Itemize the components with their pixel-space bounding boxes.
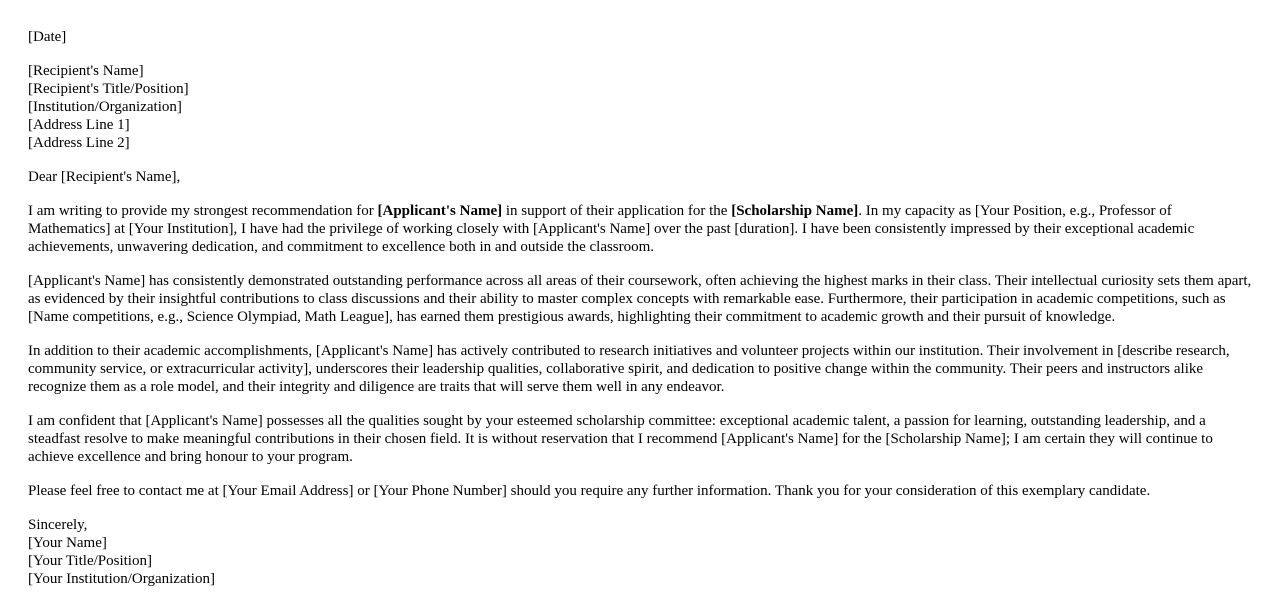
date-text: [Date]	[28, 29, 67, 45]
signer-name: [Your Name]	[28, 535, 107, 551]
paragraph-introduction	[28, 202, 1254, 256]
scholarship-name-bold: [Scholarship Name]	[731, 203, 859, 219]
paragraph-academic-performance: [Applicant's Name] has consistently demonstrated outstanding performance across all areas of their coursework, often achieving the highest marks in their class. Their intellectual curiosity sets them apart, as evidenced by their insightful contributions to class discussions and their ability to master complex concepts with remarkable ease. Furthermore, their participation in academic competitions, such as [Name competitions, e.g., Science Olympiad, Math League], has earned them prestigious awards, highlighting their commitment to academic growth and their pursuit of knowledge.	[28, 273, 1252, 325]
recipient-institution: [Institution/Organization]	[28, 99, 182, 115]
recipient-title: [Recipient's Title/Position]	[28, 81, 189, 97]
intro-text-b: in support of their application for the	[502, 203, 732, 219]
applicant-name-bold: [Applicant's Name]	[377, 203, 503, 219]
paragraph-confidence: I am confident that [Applicant's Name] possesses all the qualities sought by your esteemed scholarship committee: exceptional academic talent, a passion for learning, outstanding leadership, and a steadfast resolve to make meaningful contributions in their chosen field. It is without reservation that I recommend [Applicant's Name] for the [Scholarship Name]; I am certain they will continue to achieve excellence and bring honour to your program.	[28, 413, 1213, 465]
recipient-name: [Recipient's Name]	[28, 63, 144, 79]
intro-text-a: I am writing to provide my strongest recommendation for	[28, 203, 378, 219]
signer-title: [Your Title/Position]	[28, 553, 152, 569]
recipient-address-block	[28, 62, 1254, 152]
paragraph-contact: Please feel free to contact me at [Your Email Address] or [Your Phone Number] should you require any further information. Thank you for your consideration of this exemplary candidate.	[28, 483, 1151, 499]
recipient-address-line-1: [Address Line 1]	[28, 117, 130, 133]
letter-document	[28, 28, 1254, 604]
salutation: Dear [Recipient's Name],	[28, 169, 181, 185]
recipient-address-line-2: [Address Line 2]	[28, 135, 130, 151]
date-line	[28, 28, 1254, 46]
signer-institution: [Your Institution/Organization]	[28, 571, 215, 587]
paragraph-extracurricular: In addition to their academic accomplishments, [Applicant's Name] has actively contributed to research initiatives and volunteer projects within our institution. Their involvement in [describe research, community service, or extracurricular activity], underscores their leadership qualities, collaborative spirit, and dedication to positive change within the community. Their peers and instructors alike recognize them as a role model, and their integrity and diligence are traits that will serve them well in any endeavor.	[28, 343, 1230, 395]
closing-signature-block	[28, 516, 1254, 588]
closing-signoff: Sincerely,	[28, 517, 88, 533]
intro-text-c: . In my capacity as [Your Position, e.g., Professor of Mathematics] at [Your Institution], I have had the privilege of working closely with [Applicant's Name] over the past [duration]. I have been consistently impressed by their exceptional academic achievements, unwavering dedication, and commitment to excellence both in and outside the classroom.	[28, 203, 1195, 255]
